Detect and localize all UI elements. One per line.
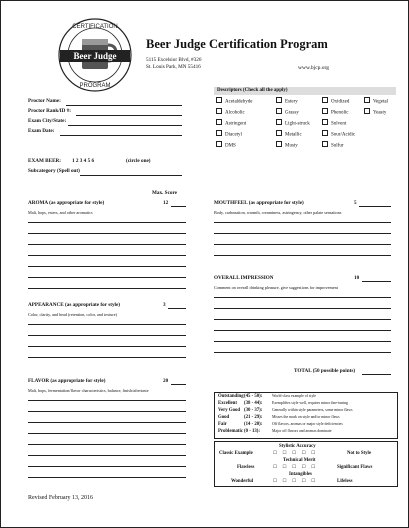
logo-bottom-text: PROGRAM — [79, 83, 111, 89]
descriptor-metallic[interactable]: Metallic — [276, 130, 302, 139]
flavor-desc: Malt, hops, fermentation/flavor characteristics, balance, finish/aftertaste — [28, 388, 149, 393]
proctor-rank-label: Proctor Rank/ID #: — [28, 108, 72, 114]
descriptor-dms[interactable]: DMS — [216, 141, 236, 150]
comment-line[interactable] — [28, 288, 186, 289]
subcategory-field[interactable] — [80, 175, 182, 176]
comment-line[interactable] — [214, 244, 391, 245]
overall-max: 10 — [354, 275, 360, 281]
scoring-guide — [214, 392, 398, 439]
significant-flaws-label: Significant Flaws — [337, 465, 373, 470]
descriptor-grassy[interactable]: Grassy — [276, 108, 299, 117]
descriptor-musty[interactable]: Musty — [276, 141, 298, 150]
descriptor-vegetal[interactable]: Vegetal — [364, 97, 388, 106]
comment-line[interactable] — [28, 400, 186, 401]
scale-row-excellent: Excellent (38 - 44): Exemplifies style well, requires minor fine-tuning — [218, 401, 348, 406]
comment-line[interactable] — [28, 244, 186, 245]
comment-line[interactable] — [28, 433, 186, 434]
comment-line[interactable] — [214, 233, 391, 234]
assessment-box — [214, 441, 398, 487]
appearance-score-field[interactable] — [168, 308, 186, 309]
comment-line[interactable] — [214, 352, 391, 353]
descriptors-heading: Descriptors (Check all the apply) — [214, 87, 396, 95]
descriptors-box — [214, 87, 396, 156]
aroma-score-field[interactable] — [171, 206, 186, 207]
revision-date: Revised February 13, 2016 — [28, 495, 93, 501]
mouthfeel-title: MOUTHFEEL (as appropriate for style) — [214, 200, 304, 206]
scale-row-good: Good (21 - 29): Misses the mark on style and/or minor flaws — [218, 415, 340, 420]
flavor-title: FLAVOR (as appropriate for style) — [28, 378, 106, 384]
descriptor-oxidized[interactable]: Oxidized — [322, 97, 349, 106]
aroma-title: AROMA (as appropriate for style) — [28, 200, 105, 206]
comment-line[interactable] — [28, 255, 186, 256]
descriptor-alcoholic[interactable]: Alcoholic — [216, 108, 245, 117]
exam-city-label: Exam City/State: — [28, 118, 67, 124]
comment-line[interactable] — [214, 330, 391, 331]
website-url: www.bjcp.org — [298, 65, 330, 71]
not-to-style-label: Not to Style — [347, 451, 371, 456]
appearance-max: 3 — [163, 302, 166, 308]
comment-line[interactable] — [28, 477, 186, 478]
total-label: TOTAL (50 possible points) — [294, 368, 356, 374]
comment-line[interactable] — [214, 319, 391, 320]
comment-line[interactable] — [28, 222, 186, 223]
appearance-desc: Color, clarity, and head (retention, color, and texture) — [28, 312, 118, 317]
scale-row-problematic: Problematic(0 - 13): Major off flavors and aromas dominate — [218, 429, 332, 434]
comment-line[interactable] — [214, 341, 391, 342]
technical-merit-boxes[interactable]: ☐ ☐ ☐ ☐ ☐ — [273, 464, 318, 469]
comment-line[interactable] — [28, 444, 186, 445]
address-line-2: St. Louis Park, MN 55416 — [146, 64, 201, 70]
exam-beer-circle-note: (circle one) — [126, 158, 151, 164]
overall-title: OVERALL IMPRESSION — [214, 275, 274, 281]
mouthfeel-max: 5 — [354, 200, 357, 206]
scale-row-fair: Fair (14 - 20): Off flavors, aromas or major style deficiencies — [218, 422, 343, 427]
max-score-label: Max. Score — [152, 190, 177, 196]
comment-line[interactable] — [28, 422, 186, 423]
technical-merit-label: Technical Merit — [283, 458, 316, 463]
stylistic-accuracy-boxes[interactable]: ☐ ☐ ☐ ☐ ☐ — [273, 450, 318, 455]
scale-row-very-good: Very Good (30 - 37): Generally within style parameters, some minor flaws — [218, 408, 353, 413]
descriptor-acetaldehyde[interactable]: Acetaldehyde — [216, 97, 253, 106]
overall-desc: Comment on overall drinking pleasure, give suggestions for improvement — [214, 285, 338, 290]
page-title: Beer Judge Certification Program — [146, 37, 328, 51]
descriptor-sour-acidic[interactable]: Sour/Acidic — [322, 130, 355, 139]
stylistic-accuracy-label: Stylistic Accuracy — [279, 444, 316, 449]
proctor-name-field[interactable] — [66, 105, 182, 106]
mouthfeel-score-field[interactable] — [359, 206, 391, 207]
comment-line[interactable] — [214, 222, 391, 223]
bjcp-logo — [56, 17, 134, 93]
flavor-max: 20 — [163, 378, 169, 384]
intangibles-boxes[interactable]: ☐ ☐ ☐ ☐ ☐ — [273, 478, 318, 483]
descriptor-solvent[interactable]: Solvent — [322, 119, 346, 128]
comment-line[interactable] — [28, 455, 186, 456]
aroma-desc: Malt, hops, esters, and other aromatics — [28, 210, 93, 215]
wonderful-label: Wonderful — [231, 479, 254, 484]
comment-line[interactable] — [28, 324, 186, 325]
comment-line[interactable] — [28, 335, 186, 336]
mouthfeel-desc: Body, carbonation, warmth, creaminess, astringency, other palate sensations — [214, 210, 342, 215]
descriptor-phenolic[interactable]: Phenolic — [322, 108, 349, 117]
comment-line[interactable] — [28, 277, 186, 278]
overall-score-field[interactable] — [362, 281, 391, 282]
appearance-title: APPEARANCE (as appropriate for style) — [28, 302, 121, 308]
scale-row-outstanding: Outstanding(45 - 50): World-class example of style — [218, 394, 317, 399]
comment-line[interactable] — [28, 233, 186, 234]
proctor-name-label: Proctor Name: — [28, 98, 61, 104]
comment-line[interactable] — [214, 297, 391, 298]
exam-date-label: Exam Date: — [28, 128, 55, 134]
comment-line[interactable] — [28, 466, 186, 467]
comment-line[interactable] — [214, 255, 391, 256]
exam-date-field[interactable] — [60, 135, 182, 136]
exam-beer-numbers[interactable]: 1 2 3 4 5 6 — [72, 158, 95, 164]
descriptor-diacetyl[interactable]: Diacetyl — [216, 130, 242, 139]
total-score-field[interactable] — [362, 374, 391, 375]
proctor-rank-field[interactable] — [76, 115, 182, 116]
classic-example-label: Classic Example — [219, 451, 253, 456]
descriptor-estery[interactable]: Estery — [276, 97, 298, 106]
logo-mid-text: Beer Judge — [73, 51, 117, 61]
comment-line[interactable] — [28, 346, 186, 347]
descriptor-astringent[interactable]: Astringent — [216, 119, 246, 128]
descriptor-yeasty[interactable]: Yeasty — [364, 108, 386, 117]
descriptor-light-struck[interactable]: Light-struck — [276, 119, 310, 128]
aroma-max: 12 — [163, 200, 169, 206]
descriptor-sulfur[interactable]: Sulfur — [322, 141, 344, 150]
comment-line[interactable] — [28, 411, 186, 412]
comment-line[interactable] — [28, 266, 186, 267]
subcategory-label: Subcategory (Spell out) — [28, 168, 80, 174]
logo-top-text: CERTIFICATION — [72, 24, 118, 30]
exam-city-field[interactable] — [68, 125, 182, 126]
flavor-score-field[interactable] — [171, 384, 186, 385]
comment-line[interactable] — [28, 357, 186, 358]
intangibles-label: Intangibles — [289, 472, 312, 477]
exam-beer-label: EXAM BEER: — [28, 158, 61, 164]
flawless-label: Flawless — [237, 465, 255, 470]
comment-line[interactable] — [214, 308, 391, 309]
lifeless-label: Lifeless — [337, 479, 353, 484]
address-line-1: 5115 Excelsior Blvd, #326 — [146, 57, 202, 63]
